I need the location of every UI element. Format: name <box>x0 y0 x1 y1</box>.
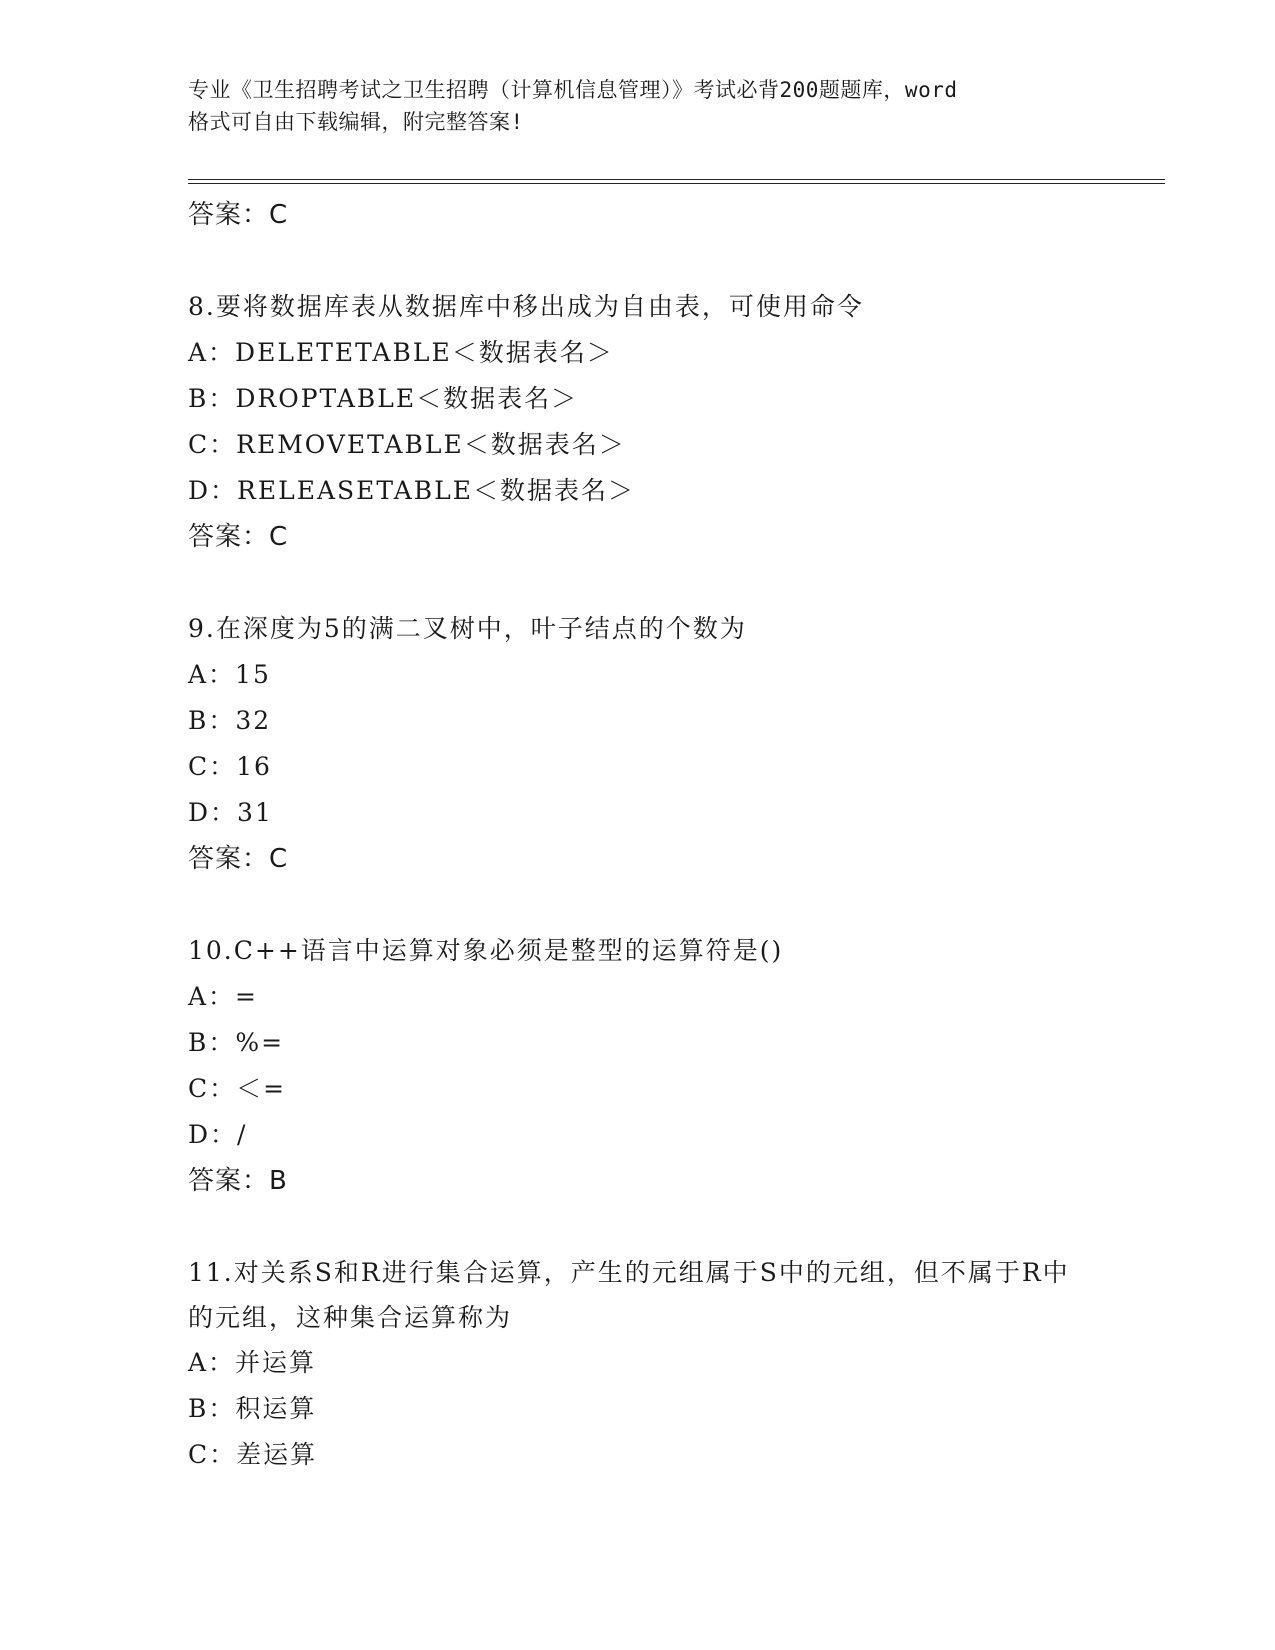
question-stem: 8.要将数据库表从数据库中移出成为自由表，可使用命令 <box>188 292 864 321</box>
question-stem: 9.在深度为5的满二叉树中，叶子结点的个数为 <box>188 614 747 643</box>
option-b: B：%= <box>188 1028 285 1057</box>
option-c: C：REMOVETABLE＜数据表名＞ <box>188 430 626 459</box>
option-c: C：16 <box>188 752 272 781</box>
option-c: C：差运算 <box>188 1440 318 1469</box>
option-d: D：RELEASETABLE＜数据表名＞ <box>188 476 635 505</box>
option-b: B：32 <box>188 706 272 735</box>
question-stem: 10.C++语言中运算对象必须是整型的运算符是() <box>188 936 784 965</box>
question-list <box>188 192 1088 1478</box>
option-a: A：15 <box>188 660 271 689</box>
option-a: A：DELETETABLE＜数据表名＞ <box>188 338 614 367</box>
question-9 <box>188 606 1088 882</box>
option-d: D：/ <box>188 1120 248 1149</box>
question-10 <box>188 928 1088 1204</box>
header-rule-bottom <box>188 183 1165 184</box>
header-line-1: 专业《卫生招聘考试之卫生招聘（计算机信息管理）》考试必背200题题库，word <box>188 78 958 102</box>
option-b: B：积运算 <box>188 1394 317 1423</box>
question-stem: 11.对关系S和R进行集合运算，产生的元组属于S中的元组，但不属于R中的元组，这种集合运算称为 <box>188 1258 1070 1332</box>
option-a: A：并运算 <box>188 1348 317 1377</box>
question-8 <box>188 284 1088 560</box>
option-d: D：31 <box>188 798 273 827</box>
answer-line: 答案：C <box>188 844 289 874</box>
answer-line: 答案：B <box>188 1166 288 1196</box>
option-a: A：= <box>188 982 259 1011</box>
document-header <box>188 74 1108 138</box>
option-b: B：DROPTABLE＜数据表名＞ <box>188 384 579 413</box>
header-rule-top <box>188 179 1165 180</box>
header-line-2: 格式可自由下载编辑，附完整答案! <box>188 110 524 134</box>
answer-line: 答案：C <box>188 200 289 230</box>
answer-line: 答案：C <box>188 522 289 552</box>
question-11 <box>188 1250 1088 1478</box>
option-c: C：＜= <box>188 1074 287 1103</box>
